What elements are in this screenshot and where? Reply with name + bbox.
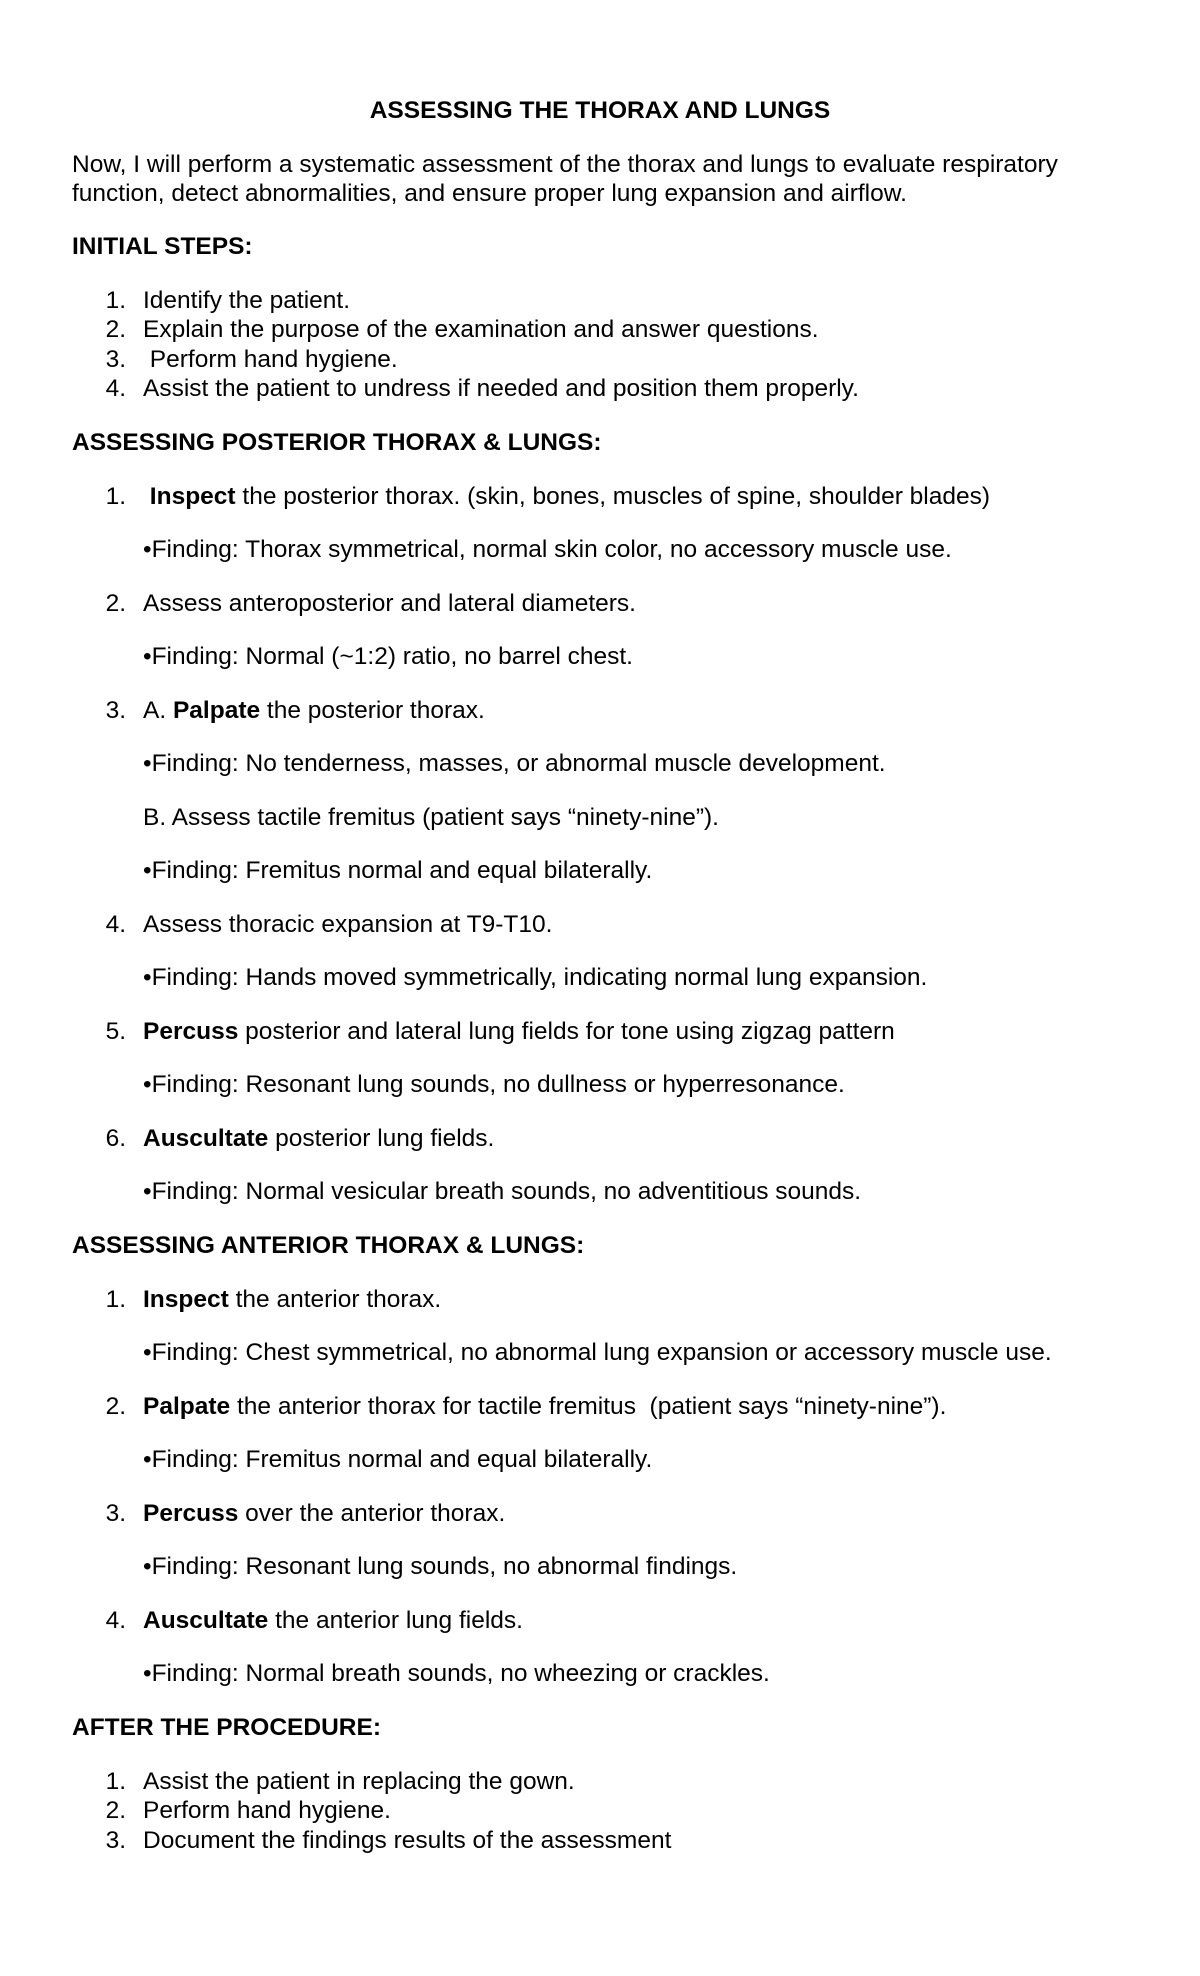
- list-item: Assist the patient in replacing the gown.: [143, 1768, 575, 1795]
- posterior-heading: ASSESSING POSTERIOR THORAX & LUNGS:: [72, 429, 602, 456]
- posterior-step-fremitus: B. Assess tactile fremitus (patient says “ninety-nine”).: [143, 804, 719, 831]
- list-item: Perform hand hygiene.: [143, 346, 398, 373]
- list-number: 2.: [105, 590, 126, 617]
- finding: •Finding: Resonant lung sounds, no abnormal findings.: [143, 1553, 738, 1580]
- finding: •Finding: Fremitus normal and equal bilaterally.: [143, 857, 653, 884]
- step-keyword: Auscultate: [143, 1125, 269, 1152]
- page-title: ASSESSING THE THORAX AND LUNGS: [369, 97, 831, 124]
- step-text: the anterior lung fields.: [268, 1607, 523, 1634]
- posterior-step-inspect: [143, 482, 990, 512]
- step-text: the anterior thorax for tactile fremitus (patient says “ninety-nine”).: [230, 1393, 947, 1420]
- anterior-step-inspect: [143, 1285, 441, 1315]
- step-text: over the anterior thorax.: [238, 1500, 506, 1527]
- list-number: 2.: [105, 1797, 126, 1824]
- list-item: Explain the purpose of the examination and answer questions.: [143, 316, 819, 343]
- list-number: 4.: [105, 1607, 126, 1634]
- list-number: 1.: [105, 287, 126, 314]
- step-text: the posterior thorax.: [260, 697, 485, 724]
- initial-steps-heading: INITIAL STEPS:: [72, 233, 253, 260]
- list-item: Document the findings results of the assessment: [143, 1827, 672, 1854]
- list-number: 2.: [105, 1393, 126, 1420]
- step-text: the posterior thorax. (skin, bones, muscles of spine, shoulder blades): [235, 483, 991, 510]
- finding: •Finding: Normal breath sounds, no wheezing or crackles.: [143, 1660, 770, 1687]
- step-text: the anterior thorax.: [228, 1286, 442, 1313]
- posterior-step-percuss: [143, 1017, 895, 1047]
- anterior-step-palpate: [143, 1392, 946, 1422]
- finding: •Finding: Hands moved symmetrically, indicating normal lung expansion.: [143, 964, 928, 991]
- finding: •Finding: Normal vesicular breath sounds, no adventitious sounds.: [143, 1178, 862, 1205]
- list-item: Perform hand hygiene.: [143, 1797, 391, 1824]
- step-keyword: Inspect: [143, 1286, 229, 1313]
- list-number: 1.: [105, 483, 126, 510]
- list-number: 2.: [105, 316, 126, 343]
- list-number: 3.: [105, 346, 126, 373]
- posterior-step-diameters: Assess anteroposterior and lateral diameters.: [143, 590, 636, 617]
- list-item: Identify the patient.: [143, 287, 351, 314]
- anterior-step-percuss: [143, 1499, 505, 1529]
- list-number: 5.: [105, 1018, 126, 1045]
- step-keyword: Inspect: [143, 483, 236, 510]
- step-prefix: A.: [143, 697, 173, 724]
- step-keyword: Percuss: [143, 1018, 239, 1045]
- step-keyword: Auscultate: [143, 1607, 269, 1634]
- anterior-step-auscultate: [143, 1606, 523, 1636]
- step-keyword: Palpate: [172, 697, 261, 724]
- finding: •Finding: No tenderness, masses, or abnormal muscle development.: [143, 750, 886, 777]
- finding: •Finding: Normal (~1:2) ratio, no barrel chest.: [143, 643, 633, 670]
- list-item: Assist the patient to undress if needed and position them properly.: [143, 375, 859, 402]
- step-text: posterior and lateral lung fields for tone using zigzag pattern: [238, 1018, 895, 1045]
- posterior-step-auscultate: [143, 1124, 494, 1154]
- finding: •Finding: Fremitus normal and equal bilaterally.: [143, 1446, 653, 1473]
- intro-line-1: Now, I will perform a systematic assessment of the thorax and lungs to evaluate respiratory: [72, 151, 1058, 178]
- step-keyword: Palpate: [143, 1393, 231, 1420]
- step-text: posterior lung fields.: [268, 1125, 495, 1152]
- posterior-step-palpate: [143, 696, 485, 726]
- list-number: 6.: [105, 1125, 126, 1152]
- list-number: 3.: [105, 697, 126, 724]
- list-number: 3.: [105, 1500, 126, 1527]
- finding: •Finding: Thorax symmetrical, normal skin color, no accessory muscle use.: [143, 536, 952, 563]
- list-number: 4.: [105, 911, 126, 938]
- anterior-heading: ASSESSING ANTERIOR THORAX & LUNGS:: [72, 1232, 585, 1259]
- list-number: 1.: [105, 1768, 126, 1795]
- list-number: 3.: [105, 1827, 126, 1854]
- finding: •Finding: Resonant lung sounds, no dullness or hyperresonance.: [143, 1071, 845, 1098]
- finding: •Finding: Chest symmetrical, no abnormal lung expansion or accessory muscle use.: [143, 1339, 1052, 1366]
- list-number: 4.: [105, 375, 126, 402]
- step-keyword: Percuss: [143, 1500, 239, 1527]
- after-procedure-heading: AFTER THE PROCEDURE:: [72, 1714, 381, 1741]
- intro-line-2: function, detect abnormalities, and ensure proper lung expansion and airflow.: [72, 180, 907, 207]
- posterior-step-expansion: Assess thoracic expansion at T9-T10.: [143, 911, 553, 938]
- list-number: 1.: [105, 1286, 126, 1313]
